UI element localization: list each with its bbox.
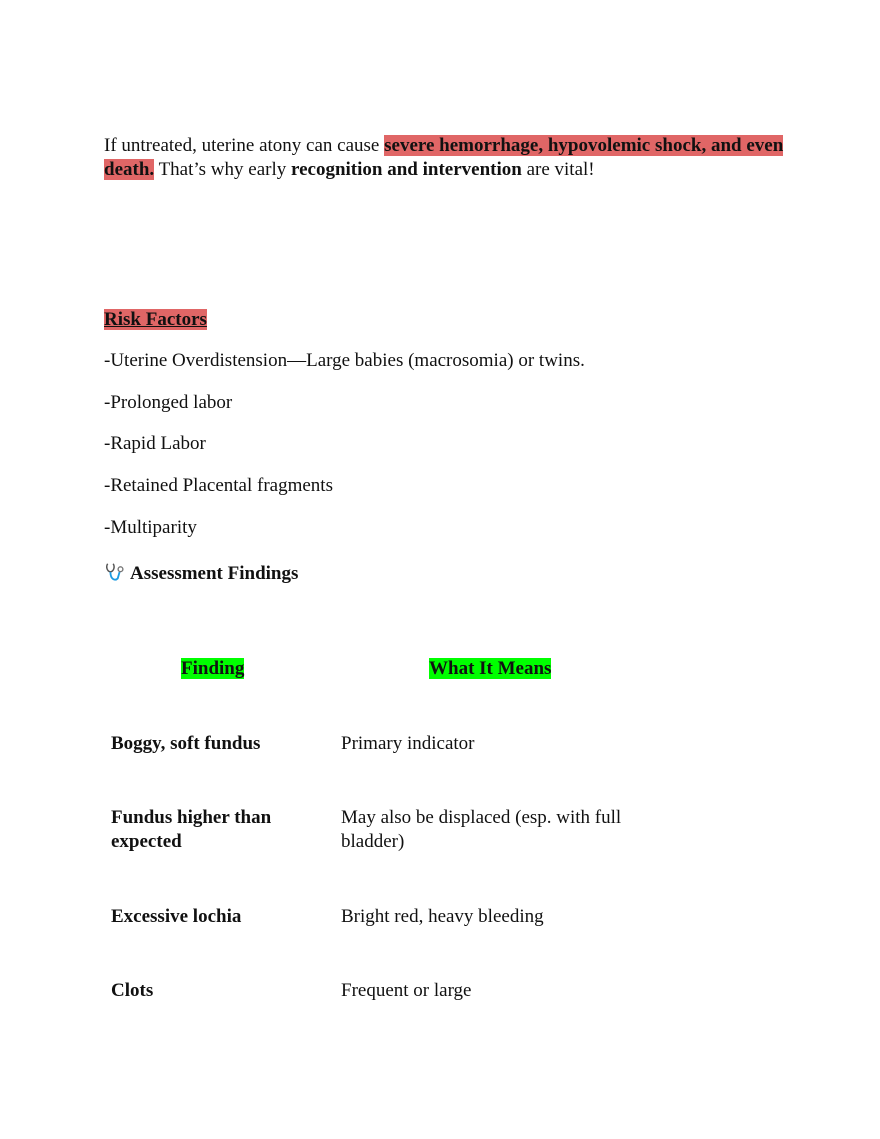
- meaning-cell: Primary indicator: [341, 733, 475, 754]
- highlighted-warning: severe hemorrhage, hypovolemic shock, and even death.: [104, 135, 784, 180]
- column-header-meaning: [429, 658, 551, 680]
- assessment-heading-text: Assessment Findings: [130, 563, 299, 584]
- finding-cell: Boggy, soft fundus: [111, 733, 261, 754]
- risk-factor-item: -Prolonged labor: [104, 392, 233, 413]
- bold-emphasis: recognition and intervention: [291, 159, 522, 180]
- risk-factor-item: -Retained Placental fragments: [104, 475, 333, 496]
- intro-text: If untreated, uterine atony can cause: [104, 135, 385, 156]
- risk-factors-heading-text: Risk Factors: [104, 309, 207, 330]
- risk-factors-heading: [104, 309, 207, 331]
- intro-text: That’s why early: [154, 159, 291, 180]
- risk-factor-item: -Multiparity: [104, 517, 197, 538]
- column-header-text: Finding: [181, 658, 245, 679]
- meaning-cell: Bright red, heavy bleeding: [341, 906, 544, 927]
- finding-cell: Fundus higher than expected: [111, 807, 272, 852]
- intro-text: are vital!: [521, 159, 595, 180]
- column-header-finding: [181, 658, 244, 680]
- meaning-cell: May also be displaced (esp. with full bladder): [341, 807, 622, 852]
- risk-factor-item: -Uterine Overdistension—Large babies (macrosomia) or twins.: [104, 350, 585, 371]
- risk-factor-item: -Rapid Labor: [104, 433, 206, 454]
- finding-cell: Excessive lochia: [111, 906, 242, 927]
- intro-paragraph: [104, 134, 794, 182]
- meaning-cell: Frequent or large: [341, 980, 472, 1001]
- assessment-heading: [104, 561, 298, 585]
- column-header-text: What It Means: [429, 658, 552, 679]
- finding-cell: Clots: [111, 980, 154, 1001]
- stethoscope-icon: [104, 561, 126, 583]
